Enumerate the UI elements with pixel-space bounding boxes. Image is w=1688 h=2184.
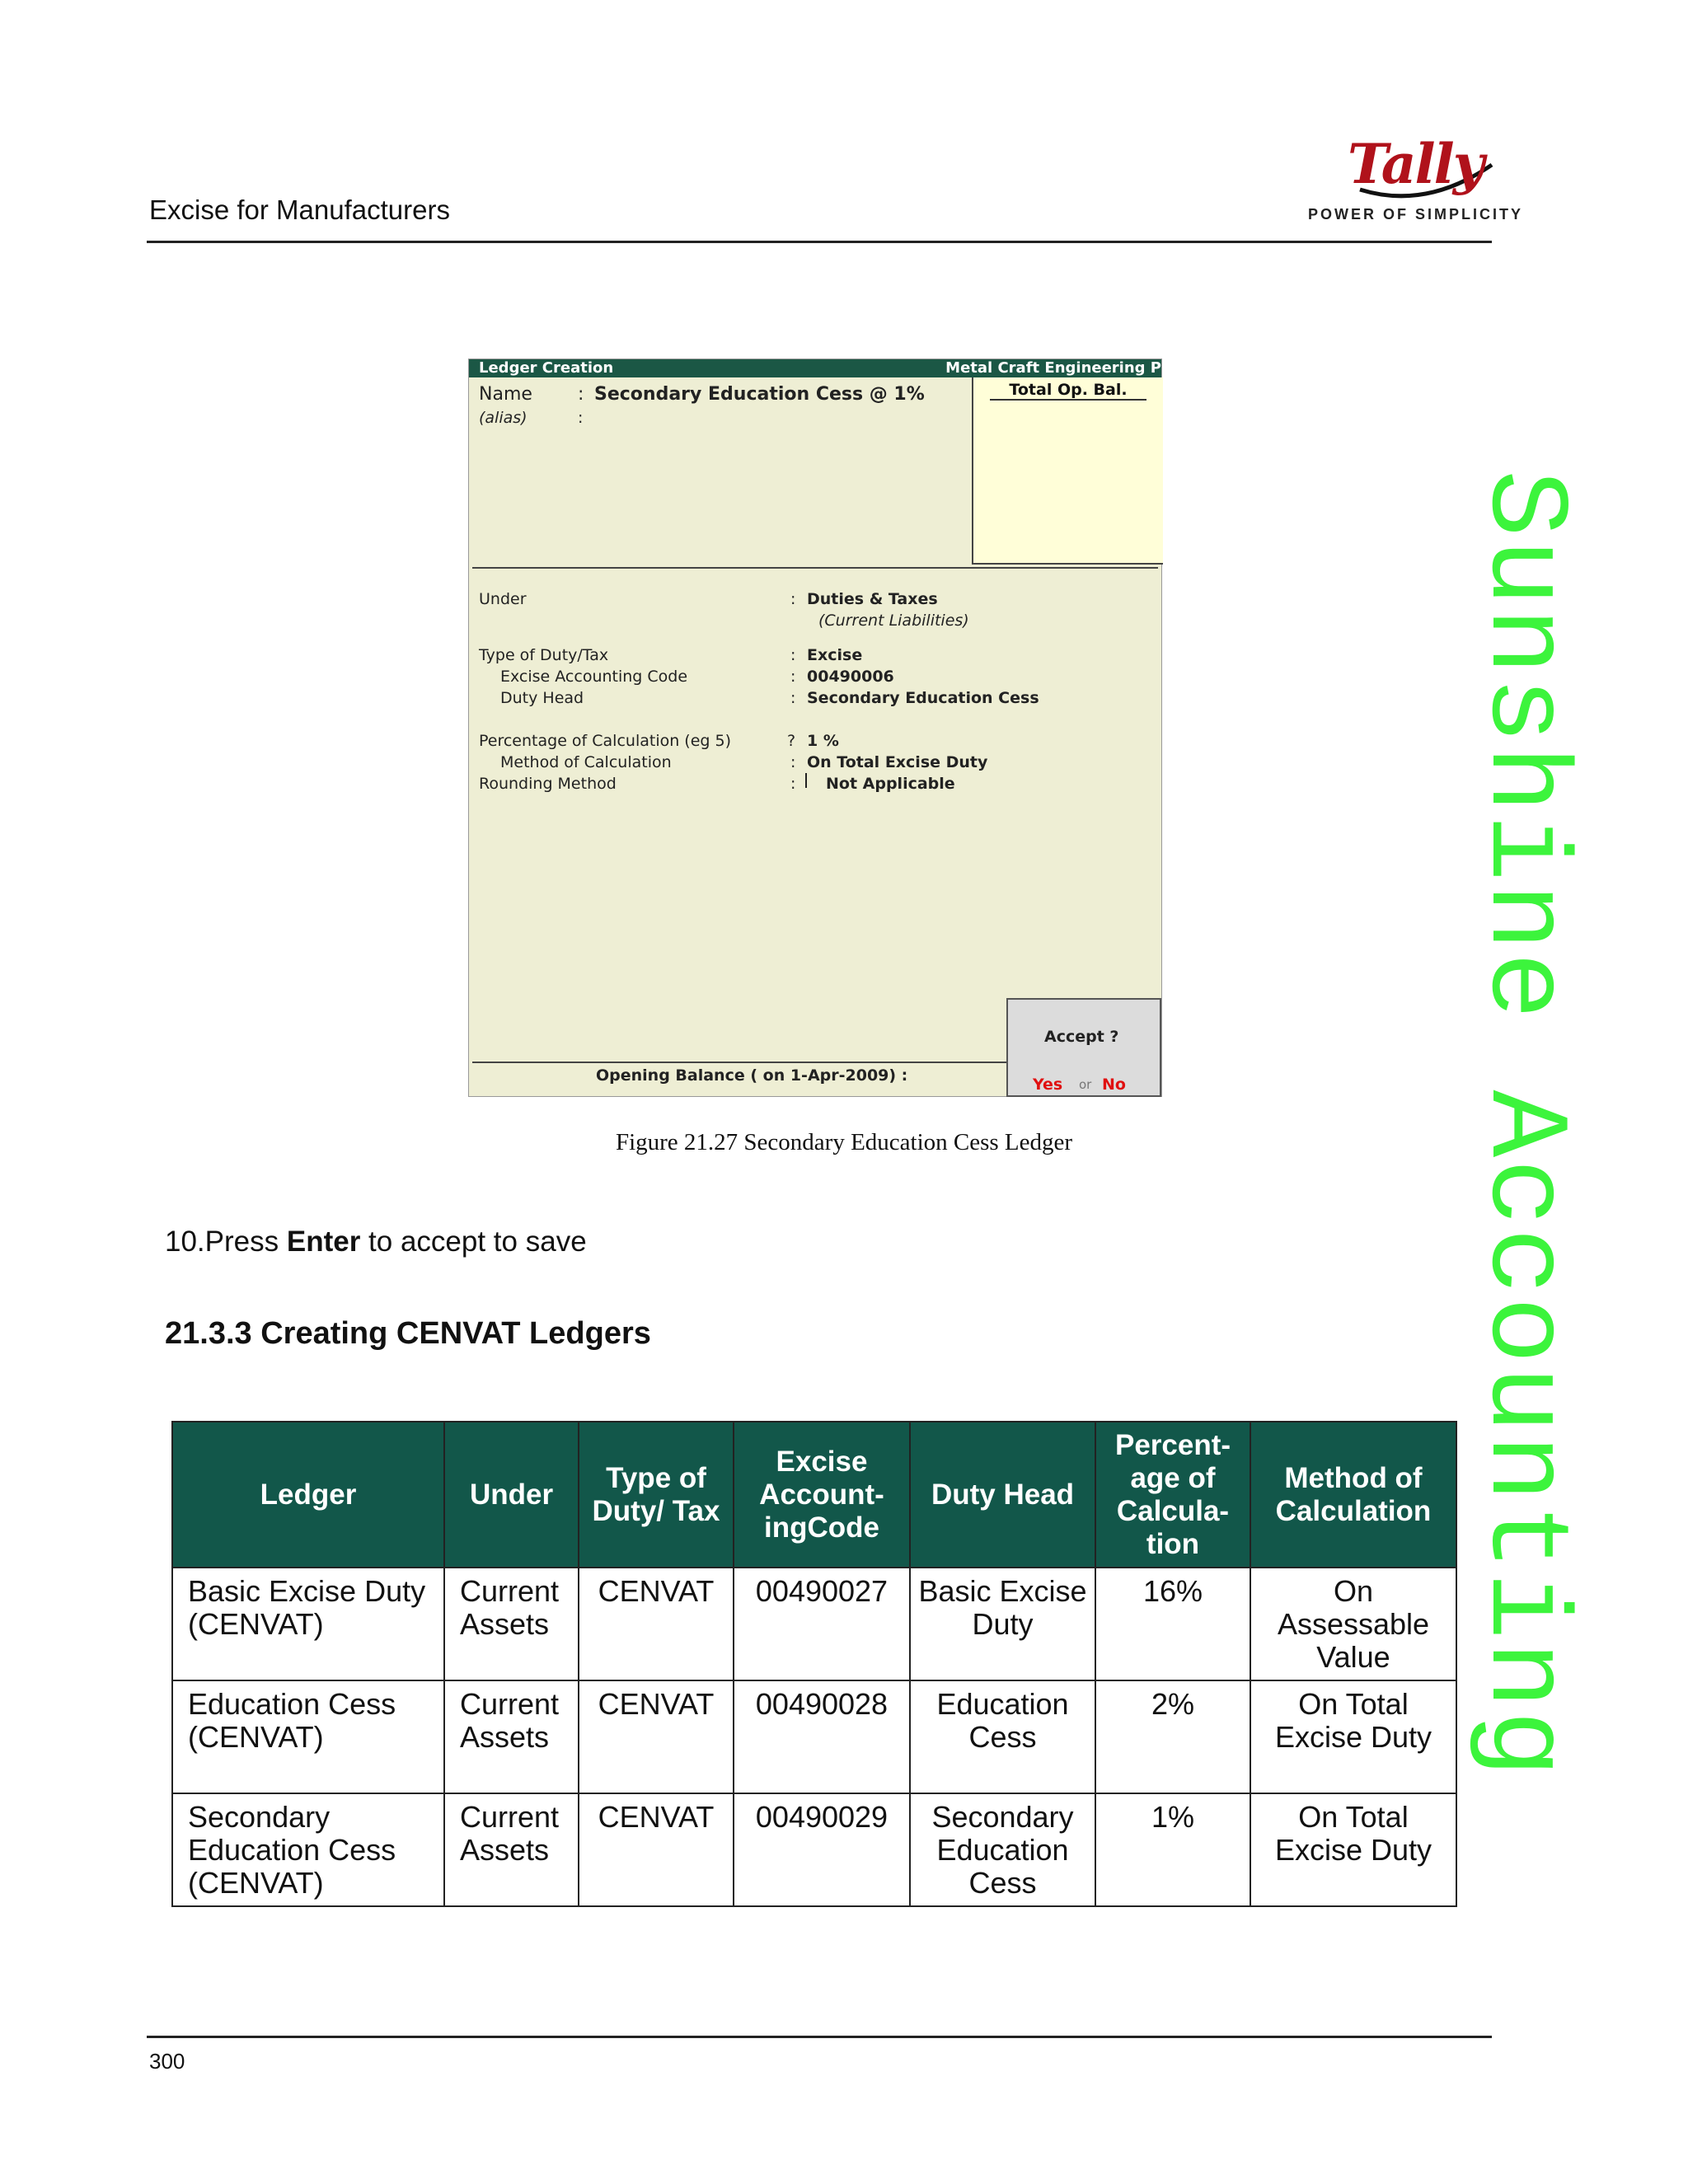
field-value-duty-head[interactable]: Secondary Education Cess [807, 689, 1039, 707]
watermark: Sunshine Accounting [1460, 470, 1587, 1779]
field-value-type-of-duty[interactable]: Excise [807, 646, 863, 664]
table-header-row [172, 1422, 1456, 1568]
table-cell: Current Assets [444, 1793, 579, 1906]
table-row [172, 1793, 1456, 1906]
accept-dialog [1006, 998, 1161, 1097]
page-header-title: Excise for Manufacturers [149, 194, 450, 225]
step-key: Enter [286, 1226, 361, 1258]
table-row [172, 1568, 1456, 1680]
table-cell: Basic Excise Duty (CENVAT) [172, 1568, 444, 1680]
field-label-under: Under [479, 590, 527, 608]
field-label-percentage: Percentage of Calculation (eg 5) [479, 732, 732, 750]
column-header: Duty Head [910, 1422, 1095, 1568]
divider [472, 567, 1158, 569]
table-cell: Education Cess (CENVAT) [172, 1680, 444, 1793]
company-name: Metal Craft Engineering P [945, 359, 1161, 377]
step-suffix: to accept to save [360, 1226, 587, 1258]
column-header: Ledger [172, 1422, 444, 1568]
column-header: Percent- age of Calcula- tion [1095, 1422, 1250, 1568]
step-prefix: 10.Press [165, 1226, 287, 1258]
table-cell: 00490027 [734, 1568, 910, 1680]
table-cell: 1% [1095, 1793, 1250, 1906]
table-cell: Secondary Education Cess (CENVAT) [172, 1793, 444, 1906]
accept-question: Accept ? [1044, 1028, 1119, 1046]
or-label: or [1079, 1077, 1092, 1092]
table-cell: CENVAT [579, 1568, 734, 1680]
field-label-rounding: Rounding Method [479, 775, 617, 793]
yes-button[interactable]: Yes [1033, 1076, 1063, 1094]
opening-balance-label: Opening Balance ( on 1-Apr-2009) : [596, 1066, 908, 1085]
footer-rule [147, 2036, 1492, 2038]
step-instruction [165, 1226, 587, 1258]
table-cell: 00490029 [734, 1793, 910, 1906]
name-value[interactable]: Secondary Education Cess @ 1% [594, 384, 925, 405]
logo-word: Tally [1348, 132, 1484, 196]
field-label-method: Method of Calculation [500, 753, 672, 771]
column-header: Method of Calculation [1250, 1422, 1456, 1568]
no-button[interactable]: No [1102, 1076, 1126, 1094]
logo-tagline: POWER OF SIMPLICITY [1308, 206, 1524, 223]
total-op-bal-title: Total Op. Bal. [990, 381, 1146, 401]
section-heading: 21.3.3 Creating CENVAT Ledgers [165, 1316, 651, 1351]
table-row [172, 1680, 1456, 1793]
page-number: 300 [149, 2049, 185, 2074]
total-op-bal-panel [972, 377, 1163, 565]
table-cell: Secondary Education Cess [910, 1793, 1095, 1906]
field-value-rounding[interactable]: Not Applicable [826, 775, 955, 793]
field-value-percentage[interactable]: 1 % [807, 732, 839, 750]
field-label-type-of-duty: Type of Duty/Tax [479, 646, 609, 664]
tally-logo [1302, 132, 1524, 231]
field-label-duty-head: Duty Head [500, 689, 584, 707]
ledger-creation-screenshot: Ledger Creation Metal Craft Engineering P Name : Secondary Education Cess @ 1% (alias) : Total Op. Bal. Under : Duties & Taxes (Current Liabilities) Type of Duty/Tax : Excise Excise Accounting Code : 00490006 Duty Head : Secondary Education Cess Percentage of Calculation (eg 5) ? 1 % Method of Calculation : On Total Excise Duty Rounding Method : Not Applicable Opening Balance ( on 1-Apr-2009) : Accept ? Yes or No [468, 359, 1162, 1097]
table-cell: CENVAT [579, 1793, 734, 1906]
column-header: Excise Account- ingCode [734, 1422, 910, 1568]
table-cell: On Total Excise Duty [1250, 1793, 1456, 1906]
table-cell: On Total Excise Duty [1250, 1680, 1456, 1793]
table-cell: On Assessable Value [1250, 1568, 1456, 1680]
header-rule [147, 241, 1492, 243]
cenvat-ledgers-table [171, 1421, 1457, 1907]
column-header: Under [444, 1422, 579, 1568]
name-label: Name [479, 384, 532, 405]
field-sub-under: (Current Liabilities) [818, 612, 969, 630]
table-cell: CENVAT [579, 1680, 734, 1793]
divider [472, 1062, 1006, 1063]
figure-caption: Figure 21.27 Secondary Education Cess Ledger [615, 1129, 1073, 1155]
cursor-icon [805, 773, 814, 788]
table-cell: 2% [1095, 1680, 1250, 1793]
screen-title-bar [469, 359, 1161, 377]
table-cell: Education Cess [910, 1680, 1095, 1793]
field-value-method[interactable]: On Total Excise Duty [807, 753, 988, 771]
screen-title: Ledger Creation [479, 359, 614, 377]
table-cell: Current Assets [444, 1680, 579, 1793]
alias-label: (alias) [479, 409, 528, 427]
field-value-excise-code[interactable]: 00490006 [807, 668, 894, 686]
field-value-under[interactable]: Duties & Taxes [807, 590, 938, 608]
table-cell: Current Assets [444, 1568, 579, 1680]
table-cell: 16% [1095, 1568, 1250, 1680]
column-header: Type of Duty/ Tax [579, 1422, 734, 1568]
table-cell: Basic Excise Duty [910, 1568, 1095, 1680]
field-label-excise-code: Excise Accounting Code [500, 668, 688, 686]
table-cell: 00490028 [734, 1680, 910, 1793]
